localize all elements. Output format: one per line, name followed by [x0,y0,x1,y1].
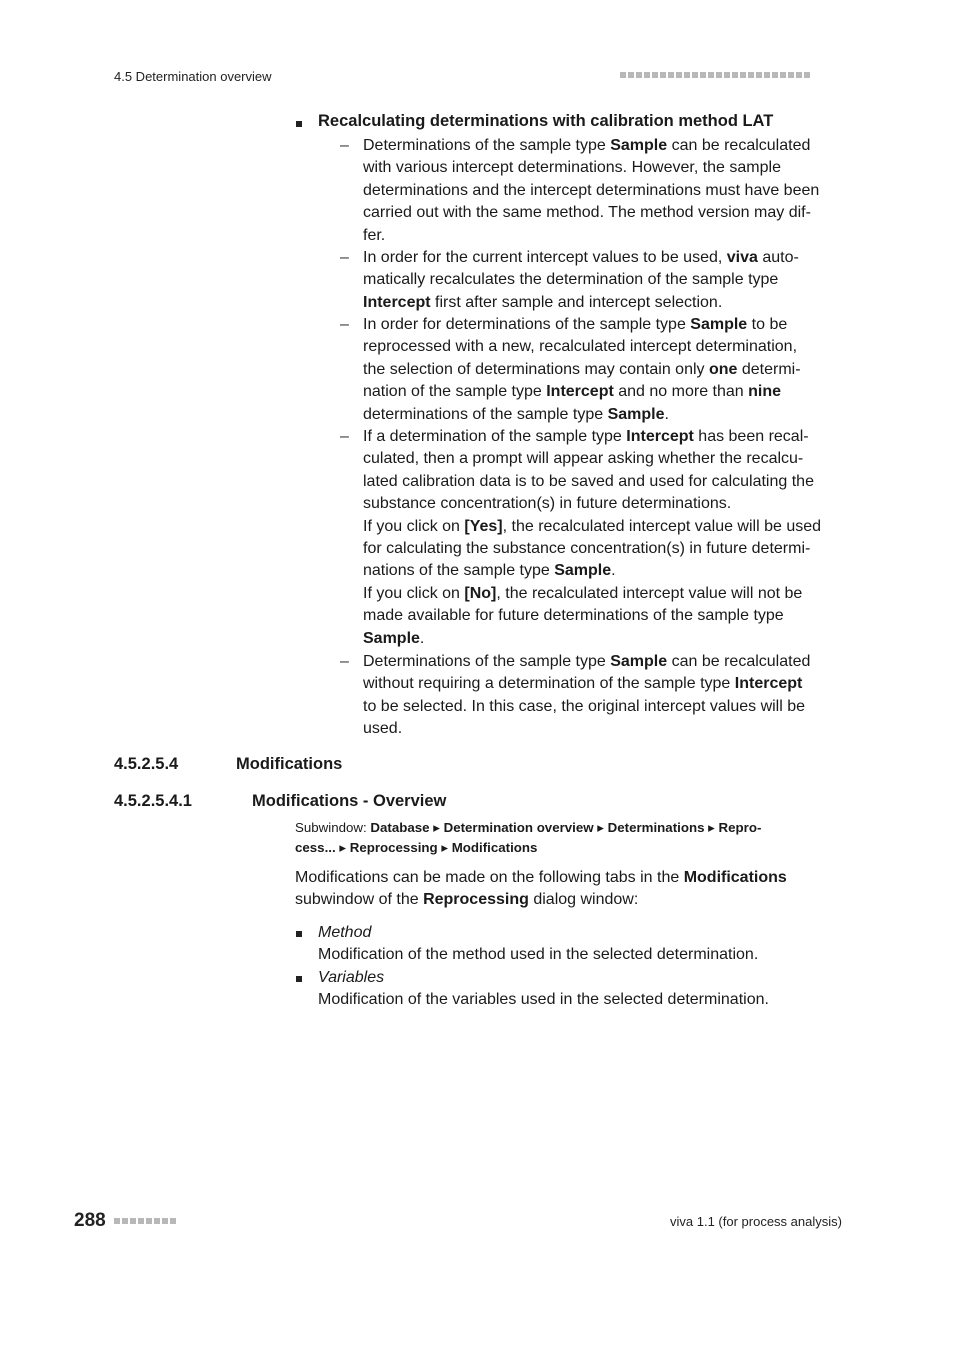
text-run: first after sample and intercept selection. [430,293,723,311]
decorative-square [138,1218,144,1224]
text-line [363,135,833,157]
text-line [363,404,833,426]
decorative-square [170,1218,176,1224]
text-line [363,381,833,403]
decorative-square [700,72,706,78]
text-run: and no more than [613,383,749,401]
dash-item [363,247,833,314]
intro-paragraph [295,867,835,912]
decorative-square [660,72,666,78]
text-run: If you click on [363,517,465,535]
decorative-square [764,72,770,78]
tab-name-variables: Variables [318,969,385,986]
bold-term: Sample [610,137,668,154]
dash-item [363,135,833,247]
text-run: determinations of the sample type [363,405,608,423]
bold-term: Sample [554,562,612,580]
bold-term: [Yes] [464,517,503,535]
text-line [363,718,833,740]
decorative-square [724,72,730,78]
dash-marker: – [340,249,349,266]
decorative-square [756,72,762,78]
text-line [363,269,833,291]
text-line [363,225,833,247]
text-run: used. [363,720,403,738]
decorative-square [692,72,698,78]
header-decorative-squares [620,72,810,78]
text-run: If a determination of the sample type [363,428,627,445]
section-title: Modifications [236,755,343,773]
decorative-square [716,72,722,78]
text-run: can be recalculated [667,653,811,670]
text-line [363,696,833,718]
intro-text: Modifications can be made on the following tabs in the [295,869,684,886]
breadcrumb-path-2: cess... ▸ Reprocessing ▸ Modifications [295,840,538,855]
bullet-square-icon [296,976,302,982]
text-line [363,448,833,470]
list-item [318,967,838,1012]
dash-marker: – [340,137,349,154]
text-line [363,157,833,179]
decorative-square [740,72,746,78]
bold-term: viva [726,249,758,266]
text-run: lated calibration data is to be saved and used for calculating the [363,472,814,490]
text-line [363,314,833,336]
text-run: nation of the sample type [363,383,547,401]
text-line [363,538,833,560]
text-run: , the recalculated intercept value will be used [502,517,822,535]
text-line [363,605,833,627]
text-run: for calculating the substance concentration(s) in future determi- [363,540,811,558]
page-number: 288 [74,1210,106,1231]
text-line [363,628,833,650]
text-run: can be recalculated [667,137,811,154]
decorative-square [628,72,634,78]
bullet-heading: Recalculating determinations with calibration method LAT [318,112,774,130]
text-run: determinations and the intercept determinations must have been [363,181,820,199]
intro-bold: Modifications [683,869,787,886]
decorative-square [668,72,674,78]
text-line [363,471,833,493]
text-run: Determinations of the sample type [363,653,611,670]
subsection-number: 4.5.2.5.4.1 [114,792,192,810]
intro-text: dialog window: [528,891,639,909]
text-run: . [419,629,425,647]
bold-term: Intercept [363,293,431,311]
decorative-square [620,72,626,78]
dash-marker: – [340,316,349,333]
section-number: 4.5.2.5.4 [114,755,179,773]
bold-term: Intercept [546,383,614,401]
text-run: auto- [757,249,799,266]
decorative-square [684,72,690,78]
text-run: Determinations of the sample type [363,137,611,154]
dash-item [363,651,833,741]
text-run: If you click on [363,584,465,602]
text-run: with various intercept determinations. However, the sample [363,159,781,177]
text-line [363,247,833,269]
text-line [363,583,833,605]
text-run: reprocessed with a new, recalculated intercept determination, [363,338,798,356]
text-run: In order for determinations of the sample type [363,316,691,333]
product-name: viva 1.1 (for process analysis) [670,1214,842,1229]
decorative-square [708,72,714,78]
decorative-square [804,72,810,78]
text-run: culated, then a prompt will appear asking whether the recalcu- [363,450,804,468]
decorative-square [114,1218,120,1224]
decorative-square [636,72,642,78]
text-line [363,651,833,673]
text-run: made available for future determinations of the sample type [363,607,784,625]
decorative-square [162,1218,168,1224]
text-line [363,202,833,224]
text-run: In order for the current intercept values to be used, [363,249,727,266]
text-run: has been recal- [693,428,809,445]
decorative-square [652,72,658,78]
text-line [363,493,833,515]
subwindow-breadcrumb [295,818,815,858]
decorative-square [676,72,682,78]
text-line [363,359,833,381]
footer-decorative-squares [114,1218,176,1224]
text-run: matically recalculates the determination of the sample type [363,271,779,289]
decorative-square [146,1218,152,1224]
tab-description: Modification of the variables used in the selected determination. [318,991,769,1009]
text-line [363,516,833,538]
bold-term: Sample [610,653,668,670]
bullet-square-icon [296,931,302,937]
text-run: the selection of determinations may contain only [363,360,709,378]
text-run: determi- [737,360,801,378]
decorative-square [732,72,738,78]
text-line [363,292,833,314]
text-run: substance concentration(s) in future determinations. [363,495,732,513]
breadcrumb-path-1: Database ▸ Determination overview ▸ Determinations ▸ Repro- [370,820,762,835]
text-line [363,336,833,358]
bold-term: [No] [464,584,497,602]
tab-description: Modification of the method used in the selected determination. [318,946,759,964]
decorative-square [154,1218,160,1224]
tab-name-method: Method [318,924,372,941]
bullet-square-icon [296,121,302,127]
text-run: nations of the sample type [363,562,555,580]
subwindow-label: Subwindow: [295,820,371,835]
decorative-square [122,1218,128,1224]
dash-item [363,426,833,650]
list-item [318,922,838,967]
decorative-square [644,72,650,78]
text-line [363,673,833,695]
running-header-section: 4.5 Determination overview [114,69,272,84]
bold-term: nine [748,383,782,401]
dash-item [363,314,833,426]
bold-term: one [708,360,738,378]
text-run: , the recalculated intercept value will not be [496,584,803,602]
bold-term: Intercept [734,675,803,693]
text-run: to be [747,316,788,333]
decorative-square [772,72,778,78]
bold-term: Sample [690,316,748,333]
text-run: carried out with the same method. The method version may dif- [363,204,811,222]
text-line [363,180,833,202]
bold-term: Sample [607,405,665,423]
bold-term: Intercept [626,428,694,445]
decorative-square [788,72,794,78]
decorative-square [748,72,754,78]
decorative-square [780,72,786,78]
intro-bold: Reprocessing [423,891,529,909]
decorative-square [130,1218,136,1224]
dash-marker: – [340,653,349,670]
text-run: to be selected. In this case, the original intercept values will be [363,697,806,715]
text-run: . [664,405,669,423]
dash-marker: – [340,428,349,445]
text-line [363,426,833,448]
bold-term: Sample [363,629,420,647]
text-run: without requiring a determination of the sample type [363,675,735,693]
text-line [363,560,833,582]
intro-text: subwindow of the [295,891,424,909]
decorative-square [796,72,802,78]
subsection-title: Modifications - Overview [252,792,447,810]
text-run: fer. [363,226,386,244]
text-run: . [611,562,616,580]
